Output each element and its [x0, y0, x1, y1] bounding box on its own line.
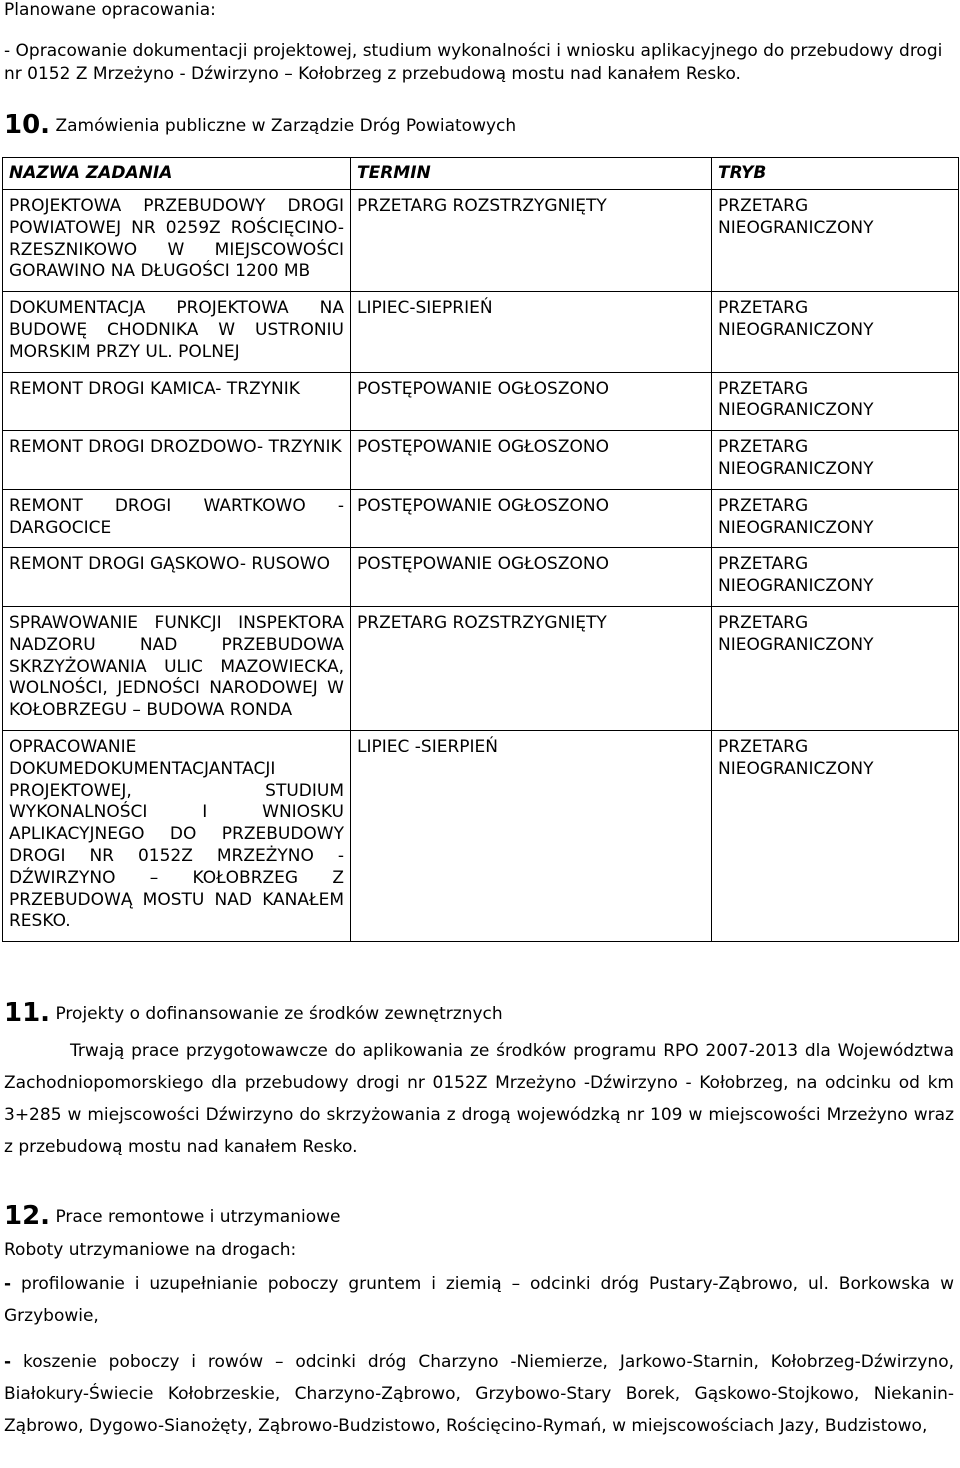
table-header-row [3, 158, 959, 190]
section-12-heading [4, 1201, 340, 1231]
task-mode: PRZETARG NIEOGRANICZONY [712, 292, 959, 372]
table-row [3, 548, 959, 607]
task-mode: PRZETARG NIEOGRANICZONY [712, 606, 959, 730]
list-item [4, 1268, 954, 1332]
section-title: Prace remontowe i utrzymaniowe [55, 1207, 341, 1227]
task-name: REMONT DROGI DROZDOWO- TRZYNIK [3, 431, 351, 490]
task-mode: PRZETARG NIEOGRANICZONY [712, 431, 959, 490]
intro-body: - Opracowanie dokumentacji projektowej, studium wykonalności i wniosku aplikacyjnego do przebudowy drogi nr 0152 Z Mrzeżyno - Dźwirzyno – Kołobrzeg z przebudową mostu nad kanałem Resko. [4, 41, 943, 84]
task-mode: PRZETARG NIEOGRANICZONY [712, 190, 959, 292]
section-11-paragraph [4, 1035, 954, 1163]
list-item-text: koszenie poboczy i rowów – odcinki dróg Charzyno -Niemierze, Jarkowo-Starnin, Kołobrzeg-Dźwirzyno, Białokury-Świecie Kołobrzeskie, Charzyno-Ząbrowo, Grzybowo-Stary Borek, Gąskowo-Stojkowo, Niekanin-Ząbrowo, Dygowo-Sianożęty, Ząbrowo-Budzistowo, Rościęcino-Rymań, w miejscowościach Jazy, Budzistowo, [4, 1352, 954, 1436]
task-name: DOKUMENTACJA PROJEKTOWA NA BUDOWĘ CHODNIKA W USTRONIU MORSKIM PRZY UL. POLNEJ [3, 292, 351, 372]
task-name: REMONT DROGI KAMICA- TRZYNIK [3, 372, 351, 431]
task-name: SPRAWOWANIE FUNKCJI INSPEKTORA NADZORU NAD PRZEBUDOWA SKRZYŻOWANIA ULIC MAZOWIECKA, WOLNOŚCI, JEDNOŚCI NARODOWEJ W KOŁOBRZEGU – BUDOWA RONDA [3, 606, 351, 730]
list-dash: - [4, 1274, 12, 1294]
section-title: Zamówienia publiczne w Zarządzie Dróg Powiatowych [55, 116, 517, 136]
table-row [3, 489, 959, 548]
task-term: POSTĘPOWANIE OGŁOSZONO [351, 431, 712, 490]
section-title: Projekty o dofinansowanie ze środków zewnętrznych [55, 1004, 503, 1024]
list-dash: - [4, 1352, 12, 1372]
task-name: PROJEKTOWA PRZEBUDOWY DROGI POWIATOWEJ NR 0259Z ROŚCIĘCINO- RZESZNIKOWO W MIEJSCOWOŚCI GORAWINO NA DŁUGOŚCI 1200 MB [3, 190, 351, 292]
task-term: PRZETARG ROZSTRZYGNIĘTY [351, 606, 712, 730]
table-row [3, 730, 959, 941]
task-term: PRZETARG ROZSTRZYGNIĘTY [351, 190, 712, 292]
table-row [3, 431, 959, 490]
maintenance-subtitle: Roboty utrzymaniowe na drogach: [4, 1240, 297, 1260]
section-11-heading [4, 998, 503, 1028]
table-row [3, 190, 959, 292]
table-row [3, 292, 959, 372]
intro-title: Planowane opracowania: [4, 0, 216, 20]
maintenance-list [4, 1268, 954, 1456]
section-10-heading [4, 110, 516, 140]
task-mode: PRZETARG NIEOGRANICZONY [712, 372, 959, 431]
task-name: REMONT DROGI WARTKOWO -DARGOCICE [3, 489, 351, 548]
column-header-mode: TRYB [712, 158, 959, 190]
task-term: POSTĘPOWANIE OGŁOSZONO [351, 489, 712, 548]
table-row [3, 606, 959, 730]
section-number: 11. [4, 998, 51, 1028]
section-number: 12. [4, 1201, 51, 1231]
task-mode: PRZETARG NIEOGRANICZONY [712, 489, 959, 548]
task-name: REMONT DROGI GĄSKOWO- RUSOWO [3, 548, 351, 607]
list-item [4, 1346, 954, 1442]
list-item-text: profilowanie i uzupełnianie poboczy gruntem i ziemią – odcinki dróg Pustary-Ząbrowo, ul. Borkowska w Grzybowie, [4, 1274, 954, 1326]
task-mode: PRZETARG NIEOGRANICZONY [712, 548, 959, 607]
task-term: LIPIEC-SIEPRIEŃ [351, 292, 712, 372]
task-term: LIPIEC -SIERPIEŃ [351, 730, 712, 941]
task-term: POSTĘPOWANIE OGŁOSZONO [351, 372, 712, 431]
tender-table [2, 157, 959, 942]
table-row [3, 372, 959, 431]
task-mode: PRZETARG NIEOGRANICZONY [712, 730, 959, 941]
section-11-body: Trwają prace przygotowawcze do aplikowania ze środków programu RPO 2007-2013 dla Województwa Zachodniopomorskiego dla przebudowy drogi nr 0152Z Mrzeżyno -Dźwirzyno - Kołobrzeg, na odcinku od km 3+285 w miejscowości Dźwirzyno do skrzyżowania z drogą wojewódzką nr 109 w miejscowości Mrzeżyno wraz z przebudową mostu nad kanałem Resko. [4, 1041, 954, 1157]
section-number: 10. [4, 110, 51, 140]
column-header-term: TERMIN [351, 158, 712, 190]
task-name: OPRACOWANIE DOKUMEDOKUMENTACJANTACJI PROJEKTOWEJ, STUDIUM WYKONALNOŚCI I WNIOSKU APLIKACYJNEGO DO PRZEBUDOWY DROGI NR 0152Z MRZEŻYNO -DŹWIRZYNO – KOŁOBRZEG Z PRZEBUDOWĄ MOSTU NAD KANAŁEM RESKO. [3, 730, 351, 941]
column-header-name: NAZWA ZADANIA [3, 158, 351, 190]
task-term: POSTĘPOWANIE OGŁOSZONO [351, 548, 712, 607]
